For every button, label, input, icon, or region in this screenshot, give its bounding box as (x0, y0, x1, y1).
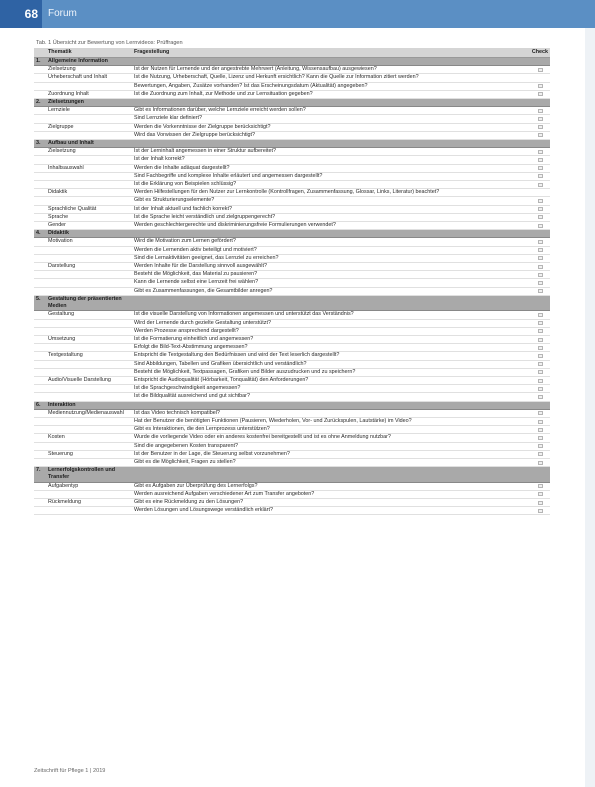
table-row (34, 459, 550, 467)
section-row (34, 99, 550, 107)
table-row (34, 214, 550, 222)
check-box[interactable] (538, 240, 543, 244)
table-row (34, 377, 550, 385)
row-check-cell (530, 279, 550, 285)
table-row (34, 336, 550, 344)
row-topic: Sprachliche Qualität (48, 205, 97, 212)
row-question: Gibt es Strukturierungselemente? (134, 197, 215, 204)
row-question: Entspricht die Audioqualität (Hörbarkeit, Tonqualität) den Anforderungen? (134, 376, 309, 383)
header-question: Fragestellung (134, 49, 170, 55)
table-row (34, 361, 550, 369)
check-box[interactable] (538, 313, 543, 317)
row-topic: Didaktik (48, 189, 68, 196)
row-topic: Lernziele (48, 107, 70, 114)
row-question: Ist die visuelle Darstellung von Informationen angemessen und unterstützt das Verständnis? (134, 311, 354, 318)
row-check-cell (530, 173, 550, 179)
section-check-spacer (530, 58, 550, 60)
check-box[interactable] (538, 68, 543, 72)
page-header-bar (0, 0, 595, 28)
header-check: Check (531, 49, 548, 55)
row-topic: Darstellung (48, 263, 76, 270)
row-question: Werden die Lernenden aktiv beteiligt und motiviert? (134, 246, 257, 253)
table-row (34, 499, 550, 507)
row-question: Kann die Lernende selbst eine Lernzeit frei wählen? (134, 279, 259, 286)
section-check-spacer (530, 296, 550, 298)
row-question: Werden Hilfestellungen für den Nutzer zur Lernkontrolle (Kontrollfragen, Zusammenfassung, Glossar, Links, Literatur) beachtet? (134, 189, 440, 196)
row-question: Ist der Benutzer in der Lage, die Steuerung selbst vorzunehmen? (134, 450, 290, 457)
table-caption: Tab. 1 Übersicht zur Bewertung von Lernvideos: Prüffragen (36, 40, 183, 46)
checklist-table (34, 48, 550, 515)
table-row (34, 74, 550, 82)
row-topic: Zuordnung Inhalt (48, 90, 89, 97)
section-check-spacer (530, 140, 550, 142)
check-box[interactable] (538, 428, 543, 432)
row-check-cell (530, 418, 550, 424)
check-box[interactable] (538, 150, 543, 154)
row-question: Ist die Sprache leicht verständlich und zielgruppengerecht? (134, 213, 276, 220)
table-row (34, 83, 550, 91)
row-question: Ist der Lerninhalt angemessen in einer Struktur aufbereitet? (134, 148, 277, 155)
section-row (34, 58, 550, 66)
row-check-cell (530, 181, 550, 187)
section-title: Didaktik (48, 230, 69, 237)
section-title: Interaktion (48, 401, 76, 408)
row-check-cell (530, 263, 550, 269)
row-check-cell (530, 491, 550, 497)
row-question: Wird der Lernende durch gezielte Gestaltung unterstützt? (134, 319, 271, 326)
row-check-cell (530, 271, 550, 277)
table-header-row (34, 48, 550, 58)
row-question: Ist die Formatierung einheitlich und angemessen? (134, 335, 254, 342)
row-check-cell (530, 393, 550, 399)
check-box[interactable] (538, 207, 543, 211)
row-check-cell (530, 377, 550, 383)
row-check-cell (530, 206, 550, 212)
table-row (34, 483, 550, 491)
check-box[interactable] (538, 354, 543, 358)
row-topic: Zielsetzung (48, 148, 76, 155)
check-box[interactable] (538, 452, 543, 456)
table-row (34, 222, 550, 230)
row-topic: Motivation (48, 238, 73, 245)
row-question: Gibt es die Möglichkeit, Fragen zu stellen? (134, 458, 236, 465)
section-number: 2. (36, 99, 41, 106)
row-check-cell (530, 115, 550, 121)
check-box[interactable] (538, 109, 543, 113)
row-question: Ist das Video technisch kompatibel? (134, 409, 220, 416)
row-check-cell (530, 255, 550, 261)
table-row (34, 124, 550, 132)
check-box[interactable] (538, 265, 543, 269)
row-question: Ist der Nutzen für Lernende und der angestrebte Mehrwert (Anleitung, Wissensaufbau) ausgewiesen? (134, 66, 377, 73)
page-footer: Zeitschrift für Pflege 1 | 2019 (34, 768, 106, 774)
section-number: 7. (36, 467, 41, 474)
row-check-cell (530, 352, 550, 358)
row-question: Ist der Inhalt korrekt? (134, 156, 185, 163)
row-check-cell (530, 156, 550, 162)
row-question: Entspricht die Textgestaltung den Bedürfnissen und wird der Text leserlich dargestellt? (134, 352, 340, 359)
section-title: Aufbau und Inhalt (48, 140, 94, 147)
check-box[interactable] (538, 492, 543, 496)
table-row (34, 189, 550, 197)
table-row (34, 279, 550, 287)
check-box[interactable] (538, 117, 543, 121)
check-box[interactable] (538, 321, 543, 325)
row-check-cell (530, 91, 550, 97)
section-row (34, 230, 550, 238)
row-topic: Sprache (48, 213, 69, 220)
check-box[interactable] (538, 224, 543, 228)
row-question: Sind die Lernaktivitäten geeignet, das Lernziel zu erreichen? (134, 254, 279, 261)
row-check-cell (530, 507, 550, 513)
table-row (34, 385, 550, 393)
row-check-cell (530, 499, 550, 505)
row-question: Ist der Inhalt aktuell und fachlich korrekt? (134, 205, 232, 212)
section-number: 6. (36, 401, 41, 408)
row-check-cell (530, 459, 550, 465)
row-topic: Aufgabentyp (48, 482, 79, 489)
row-check-cell (530, 222, 550, 228)
check-box[interactable] (538, 256, 543, 260)
row-question: Besteht die Möglichkeit, Textpassagen, Grafiken und Bilder auszudrucken und zu speichern? (134, 368, 356, 375)
table-row (34, 206, 550, 214)
table-row (34, 156, 550, 164)
row-check-cell (530, 288, 550, 294)
row-check-cell (530, 189, 550, 191)
check-box[interactable] (538, 215, 543, 219)
section-number: 1. (36, 58, 41, 64)
table-row (34, 311, 550, 319)
row-check-cell (530, 410, 550, 416)
table-row (34, 451, 550, 459)
table-row (34, 434, 550, 442)
row-check-cell (530, 107, 550, 113)
table-row (34, 173, 550, 181)
row-topic: Steuerung (48, 450, 73, 457)
section-check-spacer (530, 230, 550, 232)
table-row (34, 507, 550, 515)
table-row (34, 247, 550, 255)
row-question: Gibt es eine Rückmeldung zu den Lösungen? (134, 498, 244, 505)
table-row (34, 418, 550, 426)
check-box[interactable] (538, 379, 543, 383)
section-check-spacer (530, 467, 550, 469)
row-check-cell (530, 434, 550, 440)
section-check-spacer (530, 402, 550, 404)
section-number: 5. (36, 295, 41, 302)
row-question: Wird die Motivation zum Lernen gefördert? (134, 238, 236, 245)
check-box[interactable] (538, 436, 543, 440)
row-question: Gibt es Informationen darüber, welche Lernziele erreicht werden sollen? (134, 107, 306, 114)
check-box[interactable] (538, 411, 543, 415)
check-box[interactable] (538, 362, 543, 366)
check-box[interactable] (538, 387, 543, 391)
check-box[interactable] (538, 484, 543, 488)
table-row (34, 197, 550, 205)
section-label: Forum (48, 8, 77, 19)
table-row (34, 255, 550, 263)
row-check-cell (530, 83, 550, 89)
row-check-cell (530, 165, 550, 171)
check-box[interactable] (538, 329, 543, 333)
table-row (34, 271, 550, 279)
row-topic: Rückmeldung (48, 498, 81, 505)
row-question: Ist die Zuordnung zum Inhalt, zur Methode und zur Lernsituation gegeben? (134, 90, 313, 97)
table-row (34, 165, 550, 173)
table-row (34, 66, 550, 74)
section-row (34, 402, 550, 410)
section-title: Gestaltung der präsentierten Medien (48, 295, 122, 310)
row-check-cell (530, 74, 550, 76)
section-number: 4. (36, 230, 41, 237)
check-box[interactable] (538, 501, 543, 505)
check-box[interactable] (538, 158, 543, 162)
check-box[interactable] (538, 509, 543, 513)
section-check-spacer (530, 99, 550, 101)
row-topic: Zielsetzung (48, 66, 76, 73)
check-box[interactable] (538, 199, 543, 203)
row-question: Gibt es Interaktionen, die den Lernprozess unterstützen? (134, 426, 270, 433)
row-question: Hat der Benutzer die benötigten Funktionen (Pausieren, Wiederholen, Vor- und Zurückspulen, Lautstärke) im Video? (134, 417, 412, 424)
table-row (34, 369, 550, 377)
table-row (34, 393, 550, 401)
row-check-cell (530, 197, 550, 203)
table-row (34, 344, 550, 352)
table-row (34, 491, 550, 499)
check-box[interactable] (538, 133, 543, 137)
check-box[interactable] (538, 273, 543, 277)
row-topic: Gender (48, 222, 66, 229)
table-row (34, 238, 550, 246)
table-row (34, 288, 550, 296)
row-topic: Mediennutzung/Medienauswahl (48, 409, 124, 416)
section-row (34, 467, 550, 482)
section-title: Zielsetzungen (48, 99, 84, 106)
row-check-cell (530, 426, 550, 432)
check-box[interactable] (538, 444, 543, 448)
check-box[interactable] (538, 338, 543, 342)
row-check-cell (530, 311, 550, 317)
table-row (34, 320, 550, 328)
table-row (34, 107, 550, 115)
section-title: Lernerfolgskontrollen und Transfer (48, 467, 116, 481)
row-check-cell (530, 148, 550, 154)
row-question: Werden Lösungen und Lösungswege verständlich erklärt? (134, 507, 273, 514)
header-topic: Thematik (48, 49, 72, 55)
check-box[interactable] (538, 84, 543, 88)
row-check-cell (530, 132, 550, 138)
row-question: Ist die Erklärung von Beispielen schlüssig? (134, 181, 237, 188)
row-check-cell (530, 443, 550, 449)
table-row (34, 443, 550, 451)
check-box[interactable] (538, 174, 543, 178)
row-question: Gibt es Aufgaben zur Überprüfung des Lernerfolgs? (134, 482, 258, 489)
check-box[interactable] (538, 281, 543, 285)
row-check-cell (530, 385, 550, 391)
check-box[interactable] (538, 92, 543, 96)
row-check-cell (530, 238, 550, 244)
row-check-cell (530, 336, 550, 342)
section-title: Allgemeine Information (48, 58, 108, 64)
row-question: Sind die angegebenen Kosten transparent? (134, 442, 239, 449)
check-box[interactable] (538, 420, 543, 424)
row-question: Wird das Vorwissen der Zielgruppe berücksichtigt? (134, 131, 256, 138)
row-question: Werden die Vorkenntnisse der Zielgruppe berücksichtigt? (134, 123, 271, 130)
row-question: Ist die Nutzung, Urheberschaft, Quelle, Lizenz und Herkunft ersichtlich? Kann die Quelle zur Information zitiert werden? (134, 74, 419, 81)
row-check-cell (530, 328, 550, 334)
row-check-cell (530, 344, 550, 350)
row-question: Wurde die vorliegende Video oder ein anderes kostenfrei bereitgestellt und ist es ohne Anmeldung nutzbar? (134, 434, 391, 441)
table-row (34, 91, 550, 99)
row-topic: Inhaltsauswahl (48, 164, 84, 171)
row-question: Besteht die Möglichkeit, das Material zu pausieren? (134, 271, 258, 278)
row-check-cell (530, 247, 550, 253)
row-topic: Umsetzung (48, 335, 76, 342)
row-question: Sind Lernziele klar definiert? (134, 115, 203, 122)
check-box[interactable] (538, 395, 543, 399)
row-check-cell (530, 320, 550, 326)
section-number: 3. (36, 140, 41, 147)
row-check-cell (530, 361, 550, 367)
row-question: Erfolgt die Bild-Text-Abstimmung angemessen? (134, 344, 248, 351)
row-question: Werden Prozesse ansprechend dargestellt? (134, 327, 239, 334)
page-number: 68 (0, 0, 42, 28)
table-row (34, 181, 550, 189)
section-row (34, 296, 550, 311)
row-check-cell (530, 451, 550, 457)
table-row (34, 410, 550, 418)
row-topic: Kosten (48, 434, 65, 441)
right-margin-strip (585, 28, 595, 787)
section-row (34, 140, 550, 148)
row-check-cell (530, 369, 550, 375)
row-question: Werden Inhalte für die Darstellung sinnvoll ausgewählt? (134, 263, 267, 270)
row-question: Gibt es Zusammenfassungen, die Gesamtbilder anregen? (134, 287, 273, 294)
row-topic: Textgestaltung (48, 352, 83, 359)
row-question: Werden die Inhalte adäquat dargestellt? (134, 164, 230, 171)
row-check-cell (530, 66, 550, 72)
row-question: Bewertungen, Angaben, Zusätze vorhanden? Ist das Erscheinungsdatum (Aktualität) angegeben? (134, 82, 368, 89)
row-question: Sind Abbildungen, Tabellen und Grafiken übersichtlich und verständlich? (134, 360, 307, 367)
table-row (34, 263, 550, 271)
table-row (34, 426, 550, 434)
check-box[interactable] (538, 289, 543, 293)
row-question: Sind Fachbegriffe und komplexe Inhalte erläutert und angemessen dargestellt? (134, 172, 323, 179)
table-row (34, 352, 550, 360)
check-box[interactable] (538, 166, 543, 170)
row-topic: Urheberschaft und Inhalt (48, 74, 108, 81)
table-row (34, 328, 550, 336)
table-row (34, 148, 550, 156)
check-box[interactable] (538, 461, 543, 465)
row-check-cell (530, 483, 550, 489)
check-box[interactable] (538, 346, 543, 350)
row-check-cell (530, 214, 550, 220)
row-question: Werden geschlechtergerechte und diskriminierungsfreie Formulierungen verwendet? (134, 222, 336, 229)
row-topic: Zielgruppe (48, 123, 74, 130)
row-topic: Audio/Visuelle Darstellung (48, 376, 111, 383)
check-box[interactable] (538, 183, 543, 187)
check-box[interactable] (538, 248, 543, 252)
row-question: Ist die Bildqualität ausreichend und gut sichtbar? (134, 393, 250, 400)
table-row (34, 132, 550, 140)
table-row (34, 115, 550, 123)
row-question: Ist die Sprachgeschwindigkeit angemessen? (134, 385, 241, 392)
row-question: Werden ausreichend Aufgaben verschiedener Art zum Transfer angeboten? (134, 490, 315, 497)
check-box[interactable] (538, 370, 543, 374)
row-check-cell (530, 124, 550, 130)
row-topic: Gestaltung (48, 311, 75, 318)
check-box[interactable] (538, 125, 543, 129)
